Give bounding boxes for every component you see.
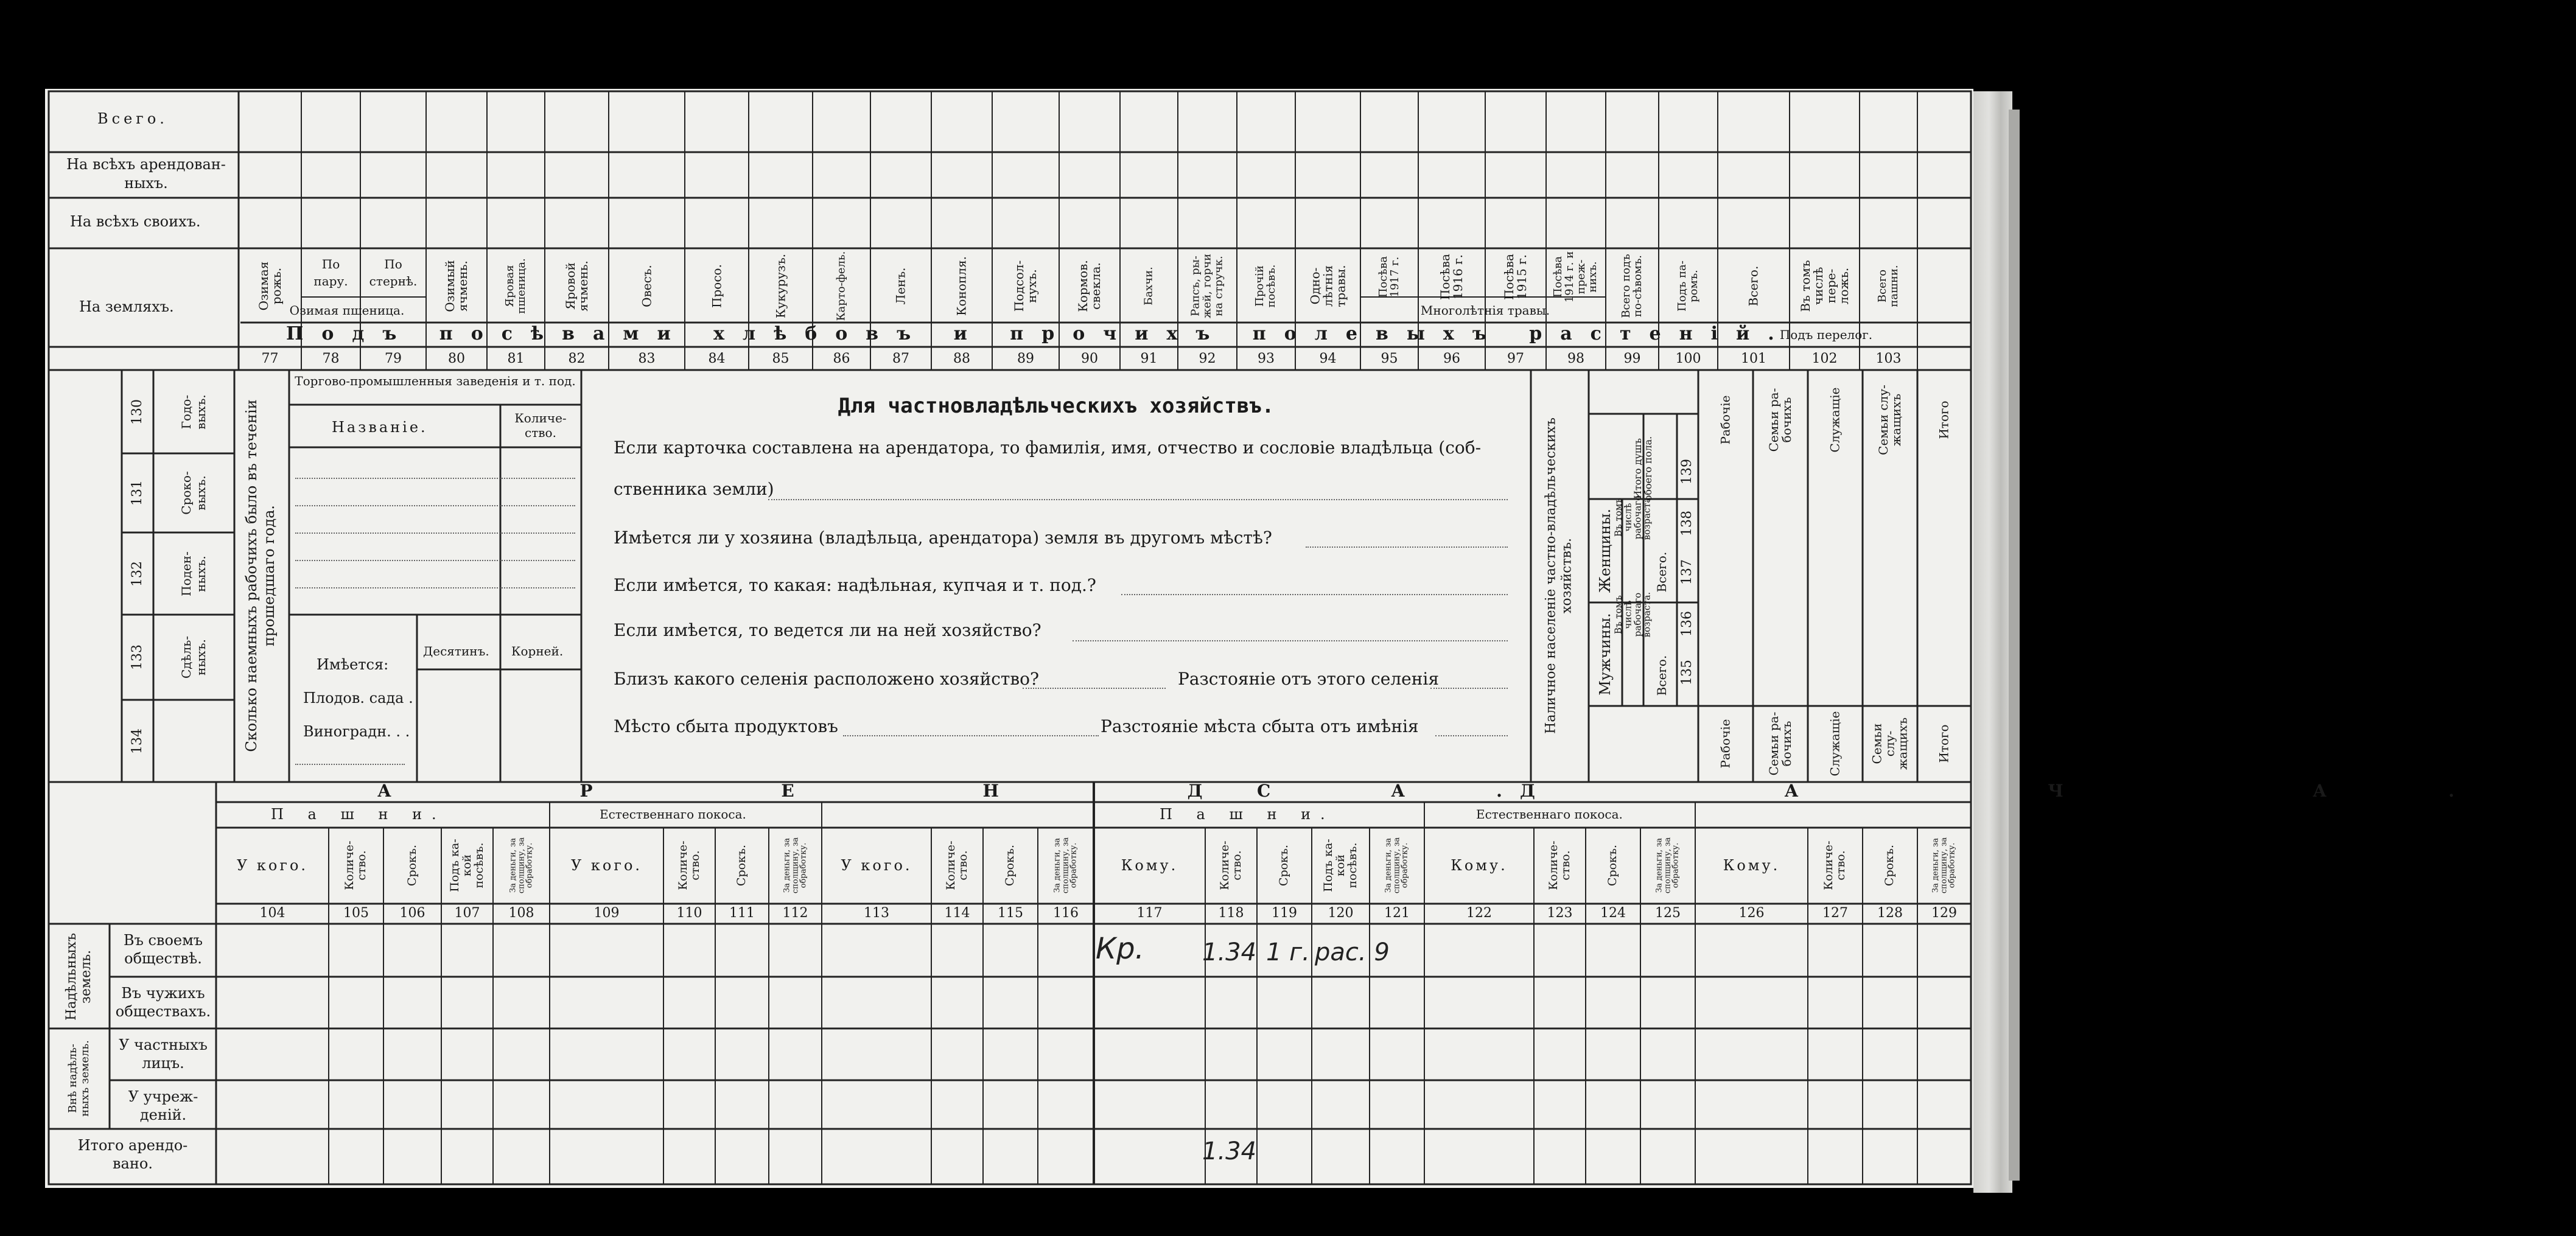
bottom-col-number-110: 110: [676, 906, 702, 921]
bottom-col-label-115: Срокъ.: [1003, 844, 1017, 887]
top-col-label-90: Кормов. свекла.: [1076, 260, 1103, 312]
top-col-number-90: 90: [1081, 351, 1098, 366]
bottom-col-label-112: За деньги, за сполщину, за обработку.: [782, 837, 808, 894]
top-col-number-85: 85: [772, 351, 789, 366]
top-col-number-95: 95: [1381, 351, 1398, 366]
col-135: 135: [1679, 660, 1695, 685]
workers-footer-4: Итого: [1936, 724, 1951, 763]
bottom-col-number-116: 116: [1053, 906, 1079, 921]
row-group-vne: Внѣ надѣль-ныхъ земель.: [66, 1040, 91, 1117]
sdacha-pokos: Естественнаго покоса.: [1476, 807, 1623, 822]
bottom-col-label-127: Количе- ство.: [1822, 840, 1847, 890]
top-col-number-93: 93: [1258, 351, 1275, 366]
bottom-col-number-120: 120: [1328, 906, 1354, 921]
trade-has: Имѣется:: [317, 656, 389, 673]
top-col-number-94: 94: [1319, 351, 1337, 366]
bottom-col-label-113: У кого.: [841, 857, 912, 874]
bottom-col-label-105: Количе- ство.: [343, 840, 368, 890]
bottom-col-number-126: 126: [1738, 906, 1765, 921]
row-label-total: Всего.: [97, 110, 168, 127]
bottom-col-number-117: 117: [1136, 906, 1163, 921]
trade-desyatin: Десятинъ.: [423, 644, 489, 658]
bottom-col-label-128: Срокъ.: [1883, 844, 1897, 887]
hired-col-number-130: 130: [130, 399, 145, 425]
top-col-label-102: Въ томъ числѣ пере-ложь.: [1797, 260, 1851, 312]
bottom-col-label-121: За деньги, за сполщину, за обработку.: [1384, 837, 1410, 894]
group-winter-wheat: Озимая пшеница.: [289, 303, 405, 318]
row-label-rented: На всѣхъ арендован- ныхъ.: [66, 156, 226, 192]
population-men-total: Всего.: [1654, 655, 1669, 696]
bottom-col-number-129: 129: [1931, 906, 1957, 921]
hired-col-number-132: 132: [130, 560, 145, 587]
top-col-label-78: По пару.: [313, 257, 348, 288]
top-col-label-94: Одно-лѣтнiя травы.: [1307, 265, 1348, 307]
bottom-col-label-104: У кого.: [236, 857, 309, 874]
top-col-number-82: 82: [568, 351, 586, 366]
top-col-number-87: 87: [892, 351, 909, 366]
top-col-label-98: Посѣва 1914 г. и преж-нихъ.: [1552, 251, 1599, 303]
bottom-col-number-124: 124: [1600, 906, 1626, 921]
bottom-col-label-109: У кого.: [570, 857, 643, 874]
sdacha-pashni: П а ш н и.: [1160, 806, 1335, 823]
bottom-col-label-114: Количе- ство.: [943, 840, 970, 890]
top-col-number-97: 97: [1507, 351, 1524, 366]
trade-name-header: Названiе.: [332, 419, 428, 436]
bottom-col-number-115: 115: [998, 906, 1023, 921]
bottom-col-number-123: 123: [1547, 906, 1573, 921]
top-col-number-101: 101: [1741, 351, 1766, 366]
trade-entry-line: [295, 532, 575, 534]
bottom-col-label-126: Кому.: [1723, 857, 1780, 874]
col-138: 138: [1679, 511, 1695, 536]
population-women: Женщины.: [1597, 508, 1614, 593]
row-label-own: На всѣхъ своихъ.: [70, 213, 201, 230]
top-col-label-100: Подъ па-ромъ.: [1675, 260, 1700, 312]
handwritten-total: 1.34: [1202, 1137, 1257, 1165]
top-col-label-93: Прочiй посѣвъ.: [1253, 264, 1278, 308]
top-col-number-89: 89: [1017, 351, 1034, 366]
top-col-number-78: 78: [322, 351, 340, 366]
top-col-number-79: 79: [385, 351, 402, 366]
population-title: Наличное населенiе частно-владѣльческихъ хозяйствъ.: [1543, 417, 1575, 734]
top-col-number-84: 84: [708, 351, 726, 366]
private-line2: Имѣется ли у хозяина (владѣльца, арендатора) земля въ другомъ мѣстѣ?: [614, 528, 1272, 548]
hired-type-132: Поден- ныхъ.: [179, 551, 208, 596]
trade-entry-line: [295, 764, 405, 765]
arenda-title: А Р Е Н Д А.: [377, 781, 1594, 801]
top-col-label-81: Яровая пшеница.: [503, 258, 528, 314]
trade-entry-line: [295, 587, 575, 588]
trade-garden: Плодов. сада .: [303, 690, 413, 707]
bottom-col-label-111: Срокъ.: [735, 844, 749, 887]
top-col-label-80: Озимый ячмень.: [443, 260, 470, 312]
bottom-col-number-125: 125: [1655, 906, 1681, 921]
bottom-col-label-123: Количе- ство.: [1546, 840, 1572, 890]
population-women-working: Въ томъ числѣ рабочаго возраста.: [1612, 494, 1653, 540]
bottom-col-number-118: 118: [1218, 906, 1244, 921]
top-col-label-92: Рапсъ, ры-жей, горчи на стручк.: [1189, 253, 1225, 319]
bottom-col-number-104: 104: [259, 906, 285, 921]
top-col-number-100: 100: [1675, 351, 1701, 366]
hired-type-130: Годо- выхъ.: [179, 394, 208, 430]
trade-entry-line: [295, 505, 575, 506]
top-col-label-101: Всего.: [1746, 265, 1761, 307]
trade-entry-line: [295, 478, 575, 479]
trade-entry-line: [295, 560, 575, 561]
handwritten-recipient: Кр.: [1096, 932, 1144, 966]
top-col-label-88: Конопля.: [954, 256, 969, 316]
handwritten-term: 1 г.: [1266, 938, 1310, 966]
top-col-label-84: Просо.: [709, 264, 724, 308]
top-col-label-95: Посѣва 1917 г.: [1376, 256, 1401, 298]
top-col-label-91: Бахчи.: [1142, 267, 1155, 306]
top-col-label-103: Всего пашни.: [1875, 265, 1900, 307]
bottom-col-label-116: За деньги, за сполщину, за обработку.: [1052, 837, 1079, 894]
bottom-col-label-119: Срокъ.: [1277, 844, 1291, 887]
sdacha-title: С Д А Ч А.: [1257, 781, 2576, 801]
top-col-number-102: 102: [1811, 351, 1838, 366]
private-line1a: Если карточка составлена на арендатора, то фамилiя, имя, отчество и сословiе владѣльца (соб-: [614, 438, 1482, 458]
top-col-number-103: 103: [1875, 351, 1902, 366]
group-under-crops: Подъ посѣвами хлѣбовъ и прочихъ полевыхъ растенiй.: [286, 323, 1793, 344]
bottom-col-label-110: Количе- ство.: [676, 840, 702, 890]
top-col-label-89: Подсол-нухъ.: [1012, 260, 1039, 312]
group-perennial-grass: Многолѣтнiя травы.: [1420, 303, 1550, 318]
population-men: Мужчины.: [1597, 613, 1614, 696]
arenda-pokos: Естественнаго покоса.: [600, 807, 746, 822]
col-137: 137: [1679, 559, 1695, 585]
handwritten-crop: рас. 9: [1315, 938, 1390, 966]
top-col-label-87: Ленъ.: [893, 267, 908, 305]
col-136: 136: [1679, 611, 1695, 637]
trade-korney: Корней.: [511, 644, 564, 658]
top-col-number-91: 91: [1140, 351, 1158, 366]
bottom-col-number-127: 127: [1822, 906, 1848, 921]
workers-header-1: Семьи ра-бочихъ: [1766, 388, 1794, 452]
bottom-col-label-107: Подъ ка-кой посѣвъ.: [447, 839, 486, 892]
top-col-number-96: 96: [1443, 351, 1460, 366]
hired-workers-label: Сколько наемныхъ рабочихъ было въ теченiи прошедшаго года.: [243, 399, 278, 752]
top-col-number-81: 81: [507, 351, 525, 366]
top-col-label-99: Всего подъ по-сѣвомъ.: [1619, 254, 1644, 318]
private-line6a: Мѣсто сбыта продуктовъ: [614, 716, 838, 736]
bottom-col-label-120: Подъ ка-кой посѣвъ.: [1321, 839, 1359, 892]
top-col-label-97: Посѣва 1915 г.: [1502, 254, 1529, 300]
hired-col-number-131: 131: [130, 480, 145, 506]
hired-col-number-133: 133: [130, 644, 145, 670]
top-col-number-92: 92: [1199, 351, 1216, 366]
top-col-label-79: По стернѣ.: [369, 257, 418, 288]
row-label-on-lands: На земляхъ.: [79, 298, 174, 315]
bottom-col-label-129: За деньги, за сполщину, за обработку.: [1931, 837, 1957, 894]
bottom-col-label-118: Количе- ство.: [1217, 840, 1244, 890]
top-col-label-83: Овесъ.: [639, 265, 654, 307]
private-line1b: ственника земли): [614, 479, 774, 499]
bottom-col-number-114: 114: [944, 906, 970, 921]
hired-type-131: Сроко- выхъ.: [179, 471, 208, 515]
workers-header-3: Семьи слу-жащихъ: [1876, 385, 1903, 455]
hired-type-133: Сдѣль- ныхъ.: [179, 635, 208, 679]
top-col-number-77: 77: [261, 351, 279, 366]
trade-vineyard: Виноградн. . .: [303, 723, 410, 740]
top-col-label-77: Озимая рожь.: [256, 261, 284, 311]
workers-footer-3: Семьи слу-жащихъ: [1869, 717, 1910, 770]
bottom-col-number-108: 108: [508, 906, 534, 921]
arenda-pashni: П а ш н и.: [271, 806, 446, 823]
workers-footer-0: Рабочiе: [1718, 719, 1733, 769]
bottom-col-number-111: 111: [729, 906, 755, 921]
top-col-label-96: Посѣва 1916 г.: [1438, 254, 1465, 300]
bottom-col-number-112: 112: [782, 906, 808, 921]
row-total-rented: Итого арендо-вано.: [77, 1137, 188, 1172]
bottom-col-number-105: 105: [343, 906, 369, 921]
workers-footer-2: Служащiе: [1827, 711, 1843, 777]
top-col-number-83: 83: [638, 351, 656, 366]
private-line4: Если имѣется, то ведется ли на ней хозяйство?: [614, 620, 1041, 640]
bottom-col-number-109: 109: [593, 906, 620, 921]
workers-header-2: Служащiе: [1827, 387, 1843, 453]
bottom-col-label-122: Кому.: [1451, 857, 1508, 874]
private-line5b: Разстоянiе отъ этого селенiя: [1178, 669, 1439, 689]
workers-header-0: Рабочiе: [1718, 395, 1733, 445]
bottom-col-label-124: Срокъ.: [1606, 844, 1620, 887]
top-col-number-99: 99: [1623, 351, 1641, 366]
top-col-number-98: 98: [1567, 351, 1584, 366]
private-line6b: Разстоянiе мѣста сбыта отъ имѣнiя: [1101, 716, 1419, 736]
group-fallow: Подъ перелог.: [1779, 327, 1873, 342]
top-col-label-86: Карто-фель.: [835, 251, 848, 321]
bottom-col-label-125: За деньги, за сполщину, за обработку.: [1654, 837, 1681, 894]
row-institutions: У учреж-денiй.: [128, 1088, 198, 1123]
handwritten-quantity: 1.34: [1202, 938, 1257, 966]
row-private-persons: У частныхъ лицъ.: [119, 1036, 208, 1072]
top-col-number-88: 88: [953, 351, 970, 366]
population-women-total: Всего.: [1654, 551, 1669, 593]
row-group-nadel: Надѣльныхъ земель.: [63, 933, 94, 1021]
bottom-col-label-117: Кому.: [1121, 857, 1178, 874]
hired-col-number-134: 134: [130, 728, 145, 754]
workers-footer-1: Семьи ра-бочихъ: [1766, 711, 1794, 776]
row-other-society: Въ чужихъ обществахъ.: [115, 985, 211, 1020]
top-col-number-86: 86: [833, 351, 850, 366]
bottom-col-label-108: За деньги, за сполщину, за обработку.: [508, 837, 534, 894]
top-col-label-85: Кукурузъ.: [773, 253, 788, 319]
private-title: Для частновладѣльческихъ хозяйствъ.: [838, 394, 1275, 418]
bottom-col-number-122: 122: [1466, 906, 1492, 921]
private-line3: Если имѣется, то какая: надѣльная, купчая и т. под.?: [614, 575, 1096, 595]
bottom-col-label-106: Срокъ.: [405, 844, 419, 887]
top-col-label-82: Яровой ячмень.: [562, 260, 590, 312]
bottom-col-number-107: 107: [454, 906, 480, 921]
workers-header-4: Итого: [1936, 400, 1951, 439]
bottom-col-number-113: 113: [864, 906, 889, 921]
population-sum: Итого душъ обоего пола.: [1632, 436, 1654, 501]
private-line5a: Близъ какого селенiя расположено хозяйство?: [614, 669, 1040, 689]
bottom-col-number-128: 128: [1877, 906, 1903, 921]
trade-qty-header: Количе- ство.: [514, 411, 567, 440]
bottom-col-number-121: 121: [1384, 906, 1410, 921]
bottom-col-number-106: 106: [399, 906, 425, 921]
population-men-working: Въ томъ числѣ рабочаго возраста.: [1612, 592, 1653, 638]
trade-title: Торгово-промышленныя заведенiя и т. под.: [295, 374, 576, 388]
top-col-number-80: 80: [448, 351, 465, 366]
bottom-col-number-119: 119: [1272, 906, 1297, 921]
col-139: 139: [1679, 459, 1695, 484]
row-own-society: Въ своемъ обществѣ.: [123, 932, 203, 967]
